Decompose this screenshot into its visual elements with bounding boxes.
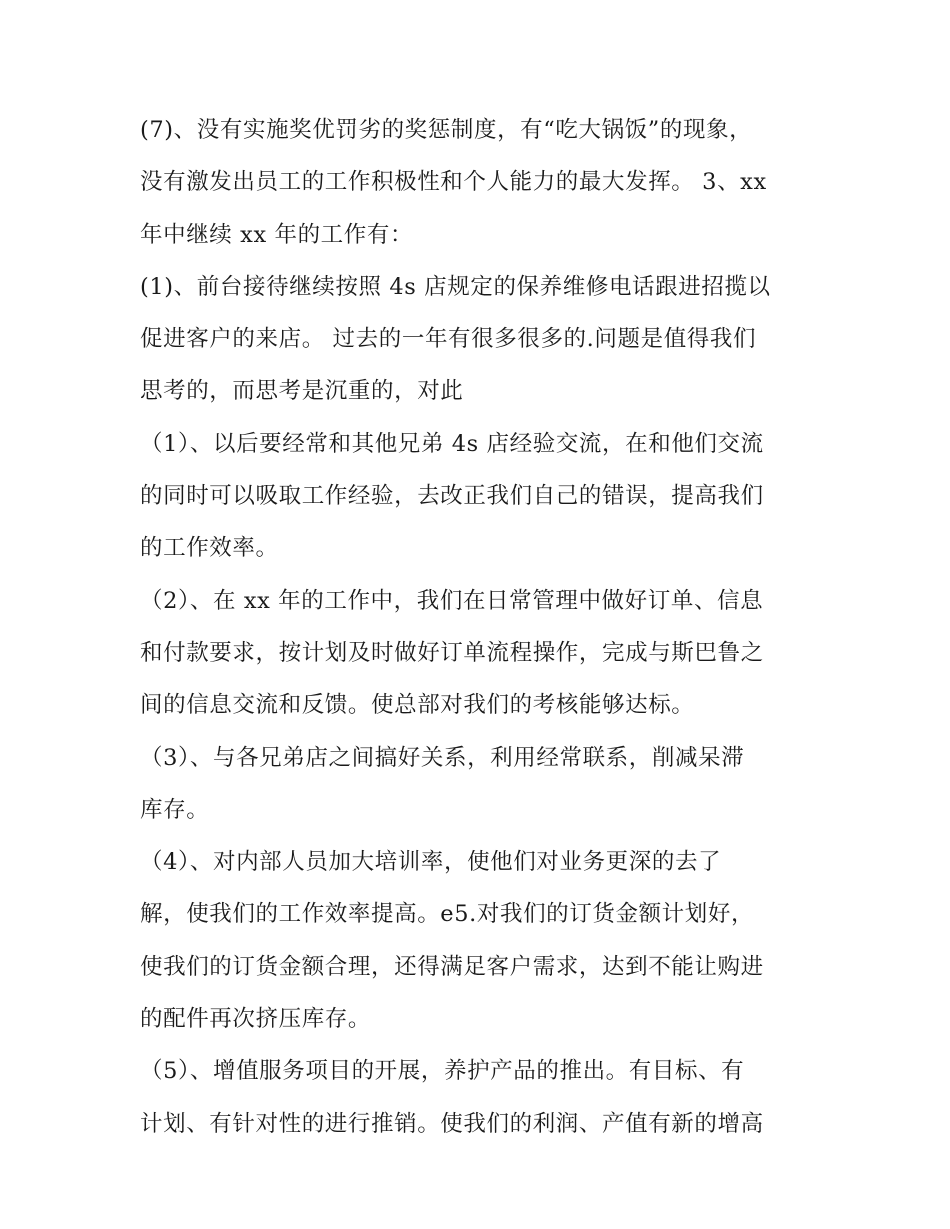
text-line: 的工作效率。 xyxy=(140,535,279,562)
text-line: 年中继续 xx 年的工作有： xyxy=(140,221,414,248)
text-line: 促进客户的来店。 过去的一年有很多很多的.问题是值得我们 xyxy=(140,326,757,353)
text-line: （2）、在 xx 年的工作中，我们在日常管理中做好订单、信息 xyxy=(140,587,764,614)
paragraph-item-4 xyxy=(140,836,820,1045)
text-line: (7)、没有实施奖优罚劣的奖惩制度，有“吃大锅饭”的现象， xyxy=(140,117,753,143)
paragraph-front-desk xyxy=(140,261,820,418)
text-line: 解，使我们的工作效率提高。e5.对我们的订货金额计划好， xyxy=(140,901,755,928)
paragraph-item-1 xyxy=(140,418,820,575)
paragraph-item-7 xyxy=(140,104,820,261)
text-line: 没有激发出员工的工作积极性和个人能力的最大发挥。 3、xx xyxy=(140,169,767,196)
text-line: （4）、对内部人员加大培训率，使他们对业务更深的去了 xyxy=(140,849,722,876)
text-line: 库存。 xyxy=(140,796,210,823)
document-body xyxy=(140,104,820,1150)
text-line: 思考的，而思考是沉重的，对此 xyxy=(140,378,464,405)
text-line: 的同时可以吸取工作经验，去改正我们自己的错误，提高我们 xyxy=(140,483,764,510)
text-line: （5）、增值服务项目的开展，养护产品的推出。有目标、有 xyxy=(140,1058,745,1085)
text-line: 间的信息交流和反馈。使总部对我们的考核能够达标。 xyxy=(140,692,695,719)
text-line: 计划、有针对性的进行推销。使我们的利润、产值有新的增高 xyxy=(140,1110,764,1137)
paragraph-item-3 xyxy=(140,732,820,837)
text-line: 使我们的订货金额合理，还得满足客户需求，达到不能让购进 xyxy=(140,953,764,980)
text-line: (1)、前台接待继续按照 4s 店规定的保养维修电话跟进招揽以 xyxy=(140,273,771,300)
text-line: 的配件再次挤压库存。 xyxy=(140,1006,372,1033)
text-line: （1）、以后要经常和其他兄弟 4s 店经验交流，在和他们交流 xyxy=(140,430,764,457)
paragraph-item-2 xyxy=(140,575,820,732)
text-line: 和付款要求，按计划及时做好订单流程操作，完成与斯巴鲁之 xyxy=(140,639,764,666)
paragraph-item-5 xyxy=(140,1045,820,1150)
text-line: （3）、与各兄弟店之间搞好关系，利用经常联系，削减呆滞 xyxy=(140,744,745,771)
